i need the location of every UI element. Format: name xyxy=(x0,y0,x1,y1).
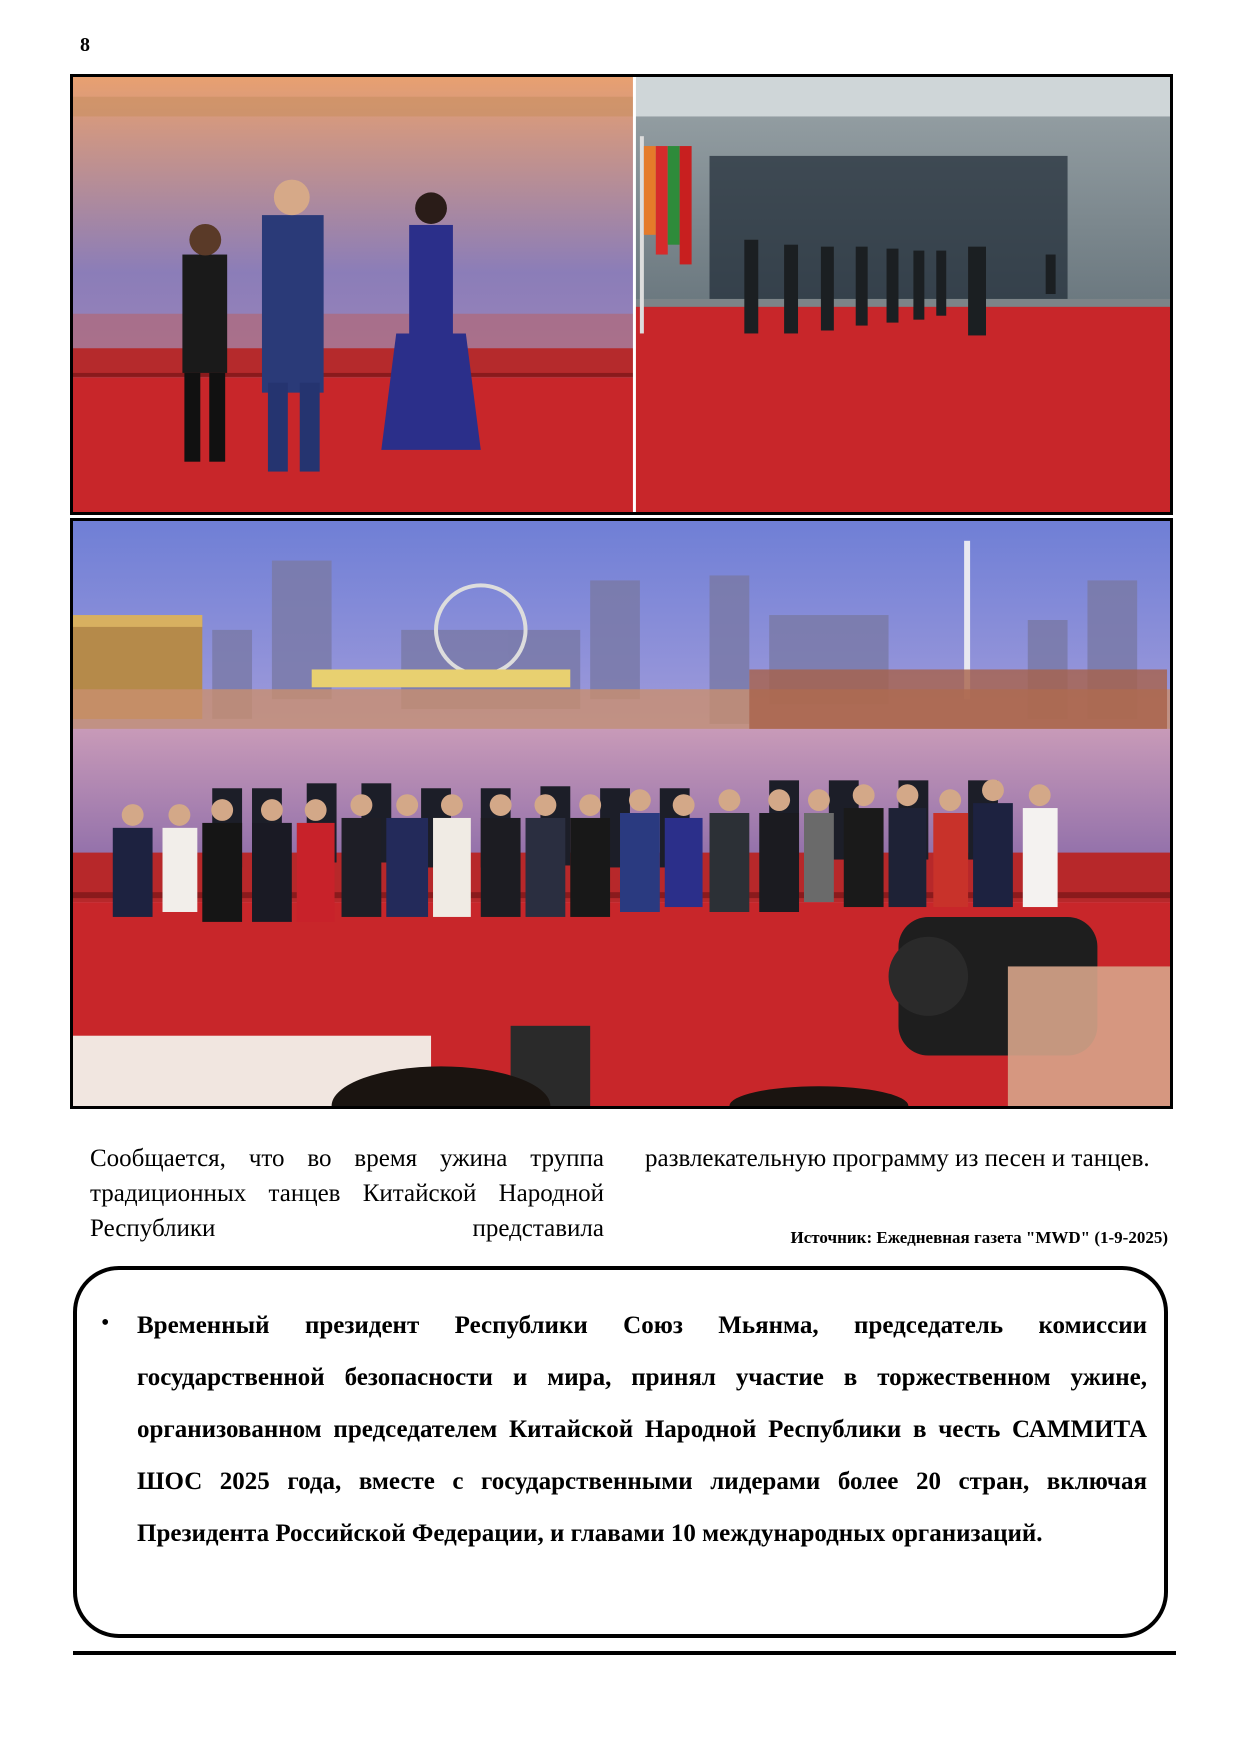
top-photo-frame xyxy=(70,74,1173,515)
top-photos xyxy=(73,77,1170,512)
photo-greeting xyxy=(73,77,1170,512)
photo-group xyxy=(73,521,1170,1106)
bullet-icon: • xyxy=(101,1310,110,1336)
page-number: 8 xyxy=(80,34,90,56)
source-citation: Источник: Ежедневная газета "MWD" (1-9-2025) xyxy=(790,1228,1168,1247)
highlight-box xyxy=(73,1266,1168,1638)
article-column-left: Сообщается, что во время ужина труппа традиционных танцев Китайской Народной Республики представила xyxy=(90,1145,604,1242)
highlight-text: Временный президент Республики Союз Мьянма, председатель комиссии государственной безопасности и мира, принял участие в торжественном ужине, организованном председателем Китайской Народной Республики в честь САММИТА ШОС 2025 года, вместе с государственными лидерами более 20 стран, включая Президента Российской Федерации, и главами 10 международных организаций. xyxy=(137,1312,1147,1547)
bottom-photo-frame xyxy=(70,518,1173,1109)
bottom-rule xyxy=(73,1651,1176,1655)
article-column-right xyxy=(645,1141,1158,1176)
article-column-right-text: развлекательную программу из песен и танцев. xyxy=(645,1145,1150,1172)
